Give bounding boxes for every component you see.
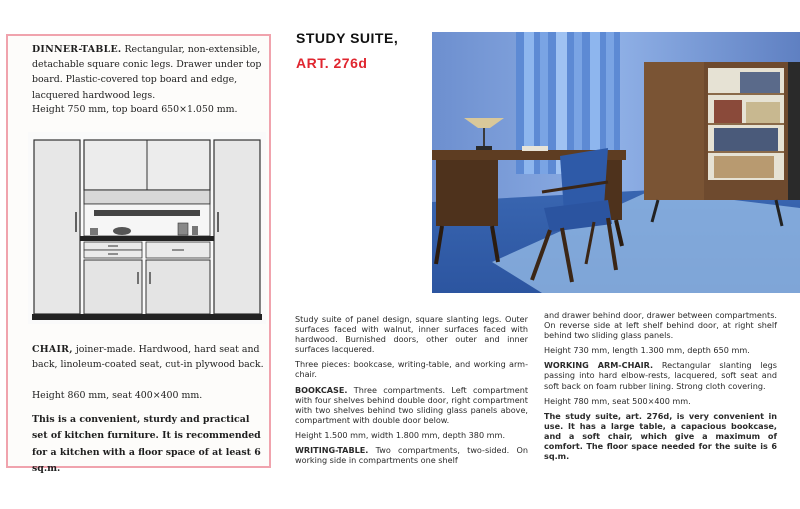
armchair-heading: WORKING ARM-CHAIR. [544, 360, 654, 371]
chair-text: joiner-made. Hardwood, hard seat and back, linoleum-coated seat, cut-in plywood back. [32, 344, 264, 371]
kitchen-summary: This is a convenient, sturdy and practical set of kitchen furniture. It is recommended for a kitchen with a floor space of at least 6 sq.m. [32, 414, 261, 475]
writing-table-text: Two compartments, two-sided. On working side in compartments one shelf [295, 445, 528, 466]
bookcase-heading: BOOKCASE. [295, 384, 348, 395]
armchair-text: Rectangular slanting legs passing into hard elbow-rests, lacquered, soft seat and soft back on foam rubber lining. Strong cloth covering. [544, 360, 777, 391]
article-number: ART. 276d [296, 55, 368, 71]
kitchen-furniture-page [6, 34, 271, 475]
page-title: STUDY SUITE, [296, 30, 399, 46]
dinner-table-text: Rectangular, non-extensible, detachable square conic legs. Drawer under top board. Plastic-covered top board and edge, lacquered hardwood legs. [32, 44, 262, 101]
chair-dimensions: Height 860 mm, seat 400×400 mm. [32, 390, 203, 401]
chair-heading: CHAIR, [32, 344, 73, 355]
study-suite-photo [432, 32, 800, 293]
armchair-description [544, 360, 777, 390]
bookcase-dimensions: Height 1.500 mm, width 1.800 mm, depth 380 mm. [295, 429, 506, 440]
armchair-dimensions: Height 780 mm, seat 500×400 mm. [544, 395, 691, 406]
writing-table-dimensions: Height 730 mm, length 1.300 mm, depth 650 mm. [544, 345, 750, 356]
description-column-1 [295, 314, 528, 470]
dinner-table-heading: DINNER-TABLE. [32, 44, 122, 55]
bookcase-description [295, 385, 528, 425]
kitchen-cabinet-illustration [28, 132, 266, 324]
bookcase-text: Three compartments. Left compartment with four shelves behind double door, right compartment with two shelves behind two sliding glass panels above, compartment with double door below. [295, 384, 528, 425]
study-suite-intro: Study suite of panel design, square slanting legs. Outer surfaces faced with walnut, inner surfaces faced with hardwood. Burnished doors, other outer and inner surfaces lacquered. [295, 314, 528, 355]
dinner-table-dimensions: Height 750 mm, top board 650×1.050 mm. [32, 104, 238, 115]
chair-description [32, 342, 268, 372]
dinner-table-description [32, 42, 268, 103]
three-pieces-text: Three pieces: bookcase, writing-table, and working arm-chair. [295, 359, 528, 380]
study-suite-summary: The study suite, art. 276d, is very convenient in use. It has a large table, a capacious bookcase, and a soft chair, which give a maximum of comfort. The floor space needed for the suite is 6 sq.m. [544, 410, 777, 462]
writing-table-heading: WRITING-TABLE. [295, 445, 369, 456]
description-column-2 [544, 310, 777, 466]
writing-table-continuation: and drawer behind door, drawer between compartments. On reverse side at left shelf behind door, at right shelf behind two sliding glass panels. [544, 310, 777, 341]
writing-table-description [295, 445, 528, 465]
